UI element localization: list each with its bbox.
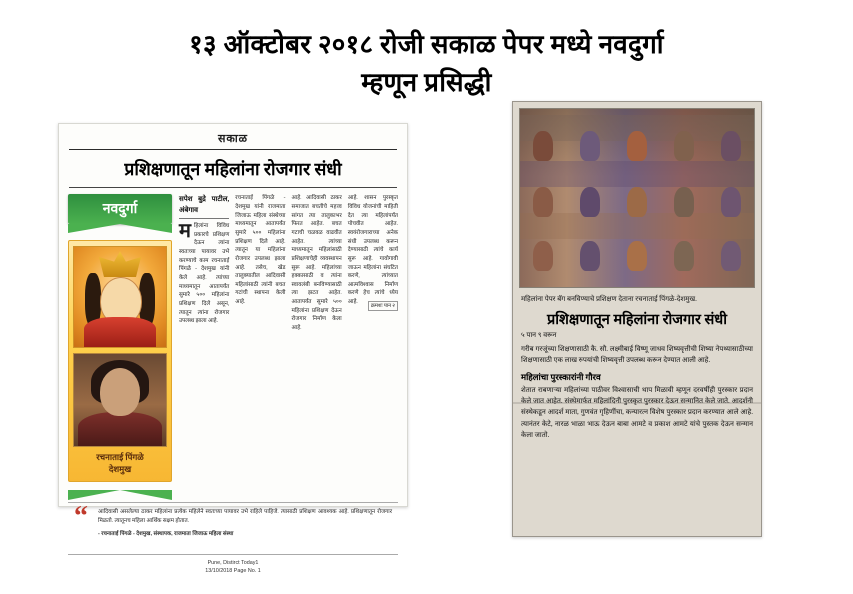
training-workshop-photo <box>519 108 755 288</box>
column-1 <box>179 194 229 494</box>
column-3 <box>292 194 342 494</box>
goddess-illustration <box>73 246 167 348</box>
badge-tail-shape <box>68 490 172 500</box>
left-text-columns <box>172 194 398 494</box>
newspaper-clippings-area <box>0 101 853 574</box>
figure-shape <box>627 187 647 217</box>
continued-note: क्रमशः पान २ <box>368 301 398 311</box>
footer-source: Pune, Distirct Today1 <box>207 560 259 567</box>
column-2-text: रचनाताई पिंगळे - देशमुख यांनी राजमाता जिजाऊ महिला संस्थेच्या माध्यमातून आतापर्यंत सुमारे ५०० महिलांना प्रशिक्षण दिले आहे. त्यातून या महिलांना रोजगार उपलब्ध झाला आहे. तसेच, खेड तालुक्यातील आदिवासी महिलांसाठी त्यांनी बचत गटांची स्थापना केली आहे. <box>235 195 286 306</box>
right-article-subheading: महिलांचा पुरस्कारांनी गौरव <box>521 371 601 382</box>
pull-quote <box>68 502 398 555</box>
figure-shape <box>627 241 647 271</box>
column-3-text: आहे. आदिवासी ठाकर समाजात बचतीचे महत्त्व सांगत त्या तालुकाभर फिरत आहेत. बचत गटाची चळवळ वाढवीत आहेत. त्यांच्या माध्यमातून महिलांसाठी प्रशिक्षणाचेही व्यवस्थापन सुरू आहे. महिलांच्या हक्कासाठी व त्यांना स्वावलंबी बनविण्यासाठी त्या झटत आहेत. आतापर्यंत सुमारे ५०० महिलांना प्रशिक्षण देऊन रोजगार निर्माण केला आहे. <box>291 195 342 332</box>
page-title <box>0 0 853 101</box>
figure-shape <box>533 241 553 271</box>
page-title-line-1: १३ ऑक्टोबर २०१८ रोजी सकाळ पेपर मध्ये नवदुर्गा <box>189 30 664 59</box>
navdurga-ribbon-label: नवदुर्गा <box>68 194 172 224</box>
badge-frame <box>68 240 172 482</box>
photo-caption: महिलांना पेपर बॅग बनविण्याचे प्रशिक्षण देताना रचनाताई पिंगळे-देशमुख. <box>521 295 697 304</box>
column-2 <box>235 194 285 494</box>
badge-caption-line-2: देशमुख <box>108 463 132 474</box>
right-article-paragraph-2: शेतात राबणाऱ्या महिलांच्या पाठीवर विश्वासाची थाप मिळावी म्हणून दरवर्षीही पुरस्कार प्रदान केले जात आहेत. संस्थेमार्फत महिलांदिनी पुरस्कृत पुरस्कार देऊन सन्मानित केले जाते. आदर्शनी संस्थेकडून आदर्श माता, गुणवंत गृहिणींचा, कन्यारत्न विशेष पुरस्कार प्रदान करण्यात आले आहे. त्यानंतर केटे, नारळ भाळा भाऊ देऊन बाबा आमटे व प्रकाश आमटे यांचे पुस्तक देऊन सन्मान केला जातो. <box>521 385 753 439</box>
column-4-text: आहे. शासन पुरस्कृत विविध योजनांची माहिती देत त्या महिलांपर्यंत पोचवीत आहेत. स्वयंरोजगाराच्या अनेक संधी उपलब्ध करून देण्यासाठी त्यांचे कार्य सुरू आहे. गावोगावी जाऊन महिलांना संघटित करणे, त्यांच्यात आत्मविश्वास निर्माण करणे हेच त्यांचे ध्येय आहे. <box>347 195 398 306</box>
figure-shape <box>674 187 694 217</box>
body-shape <box>84 317 156 347</box>
portrait-face-shape <box>100 368 140 416</box>
column-1-text: हिलांना विविध प्रकारचे प्रशिक्षण देऊन त्यांना स्वतःच्या पायावर उभे करण्याचे काम रचनाताई पिंगळे - देशमुख यांनी केले आहे. त्यांच्या माध्यमातून आतापर्यंत सुमारे ५०० महिलांना प्रशिक्षण दिले असून, त्यातून त्यांना रोजगार उपलब्ध झाला आहे. <box>179 222 230 325</box>
pull-quote-attribution: - रचनाताई पिंगळे - देशमुख, संस्थापक, राजमाता जिजाऊ महिला संस्था <box>98 531 234 538</box>
portrait-body-shape <box>78 412 162 446</box>
figure-shape <box>627 131 647 161</box>
right-newspaper-clipping <box>512 101 762 537</box>
paper-fold-line <box>513 402 761 404</box>
crown-shape <box>99 251 141 277</box>
left-article-body <box>59 194 407 500</box>
right-article-paragraph-1: गरीब गरजूंच्या शिक्षणासाठी कै. सौ. लक्ष्मीबाई विष्णू जाधव शिष्यवृत्तीची शिष्या नेपथ्यासाठीच्या शिक्षणासाठी एक लाख रुपयांची शिष्यवृत्ती उपलब्ध करून देण्यात आली आहे. <box>521 345 753 365</box>
drop-cap: म <box>179 219 191 242</box>
masthead-name: सकाळ <box>217 133 249 146</box>
right-headline: प्रशिक्षणातून महिलांना रोजगार संधी <box>547 311 727 328</box>
figure-shape <box>721 241 741 271</box>
photo-figures-row-3 <box>520 237 754 271</box>
footer-date-page: 13/10/2018 Page No. 1 <box>205 567 261 574</box>
figure-shape <box>674 131 694 161</box>
figure-shape <box>580 131 600 161</box>
page-title-line-2: म्हणून प्रसिद्धी <box>361 67 492 97</box>
left-headline: प्रशिक्षणातून महिलांना रोजगार संधी <box>124 159 342 180</box>
newspaper-masthead <box>59 124 407 150</box>
byline: सपेश बुद्रे पाटील, अंबेगाव <box>179 194 229 219</box>
pull-quote-text: आदिवासी असलेल्या ठाकर महिलांना प्रत्येक महिलेने स्वतःच्या पायावर उभे राहिले पाहिजे. त्यासाठी प्रशिक्षण आवश्यक आहे. प्रशिक्षणातून रोजगार मिळतो. त्यातूनच महिला आर्थिक सक्षम होतात. <box>98 509 392 525</box>
continuation-line: ५ पान ९ वरून <box>521 331 557 339</box>
figure-shape <box>533 187 553 217</box>
photo-figures-row-1 <box>520 127 754 161</box>
figure-shape <box>674 241 694 271</box>
figure-shape <box>533 131 553 161</box>
left-newspaper-clipping <box>58 123 408 574</box>
clipping-footer <box>59 555 407 575</box>
column-4 <box>348 194 398 494</box>
headline-rule <box>69 187 397 188</box>
quote-mark-icon: “ <box>74 501 88 533</box>
badge-caption <box>73 452 167 475</box>
figure-shape <box>580 187 600 217</box>
portrait-photo <box>73 353 167 447</box>
figure-shape <box>721 187 741 217</box>
figure-shape <box>580 241 600 271</box>
figure-shape <box>721 131 741 161</box>
badge-caption-line-1: रचनाताई पिंगळे <box>96 452 144 463</box>
photo-figures-row-2 <box>520 183 754 217</box>
navdurga-badge <box>68 194 172 494</box>
